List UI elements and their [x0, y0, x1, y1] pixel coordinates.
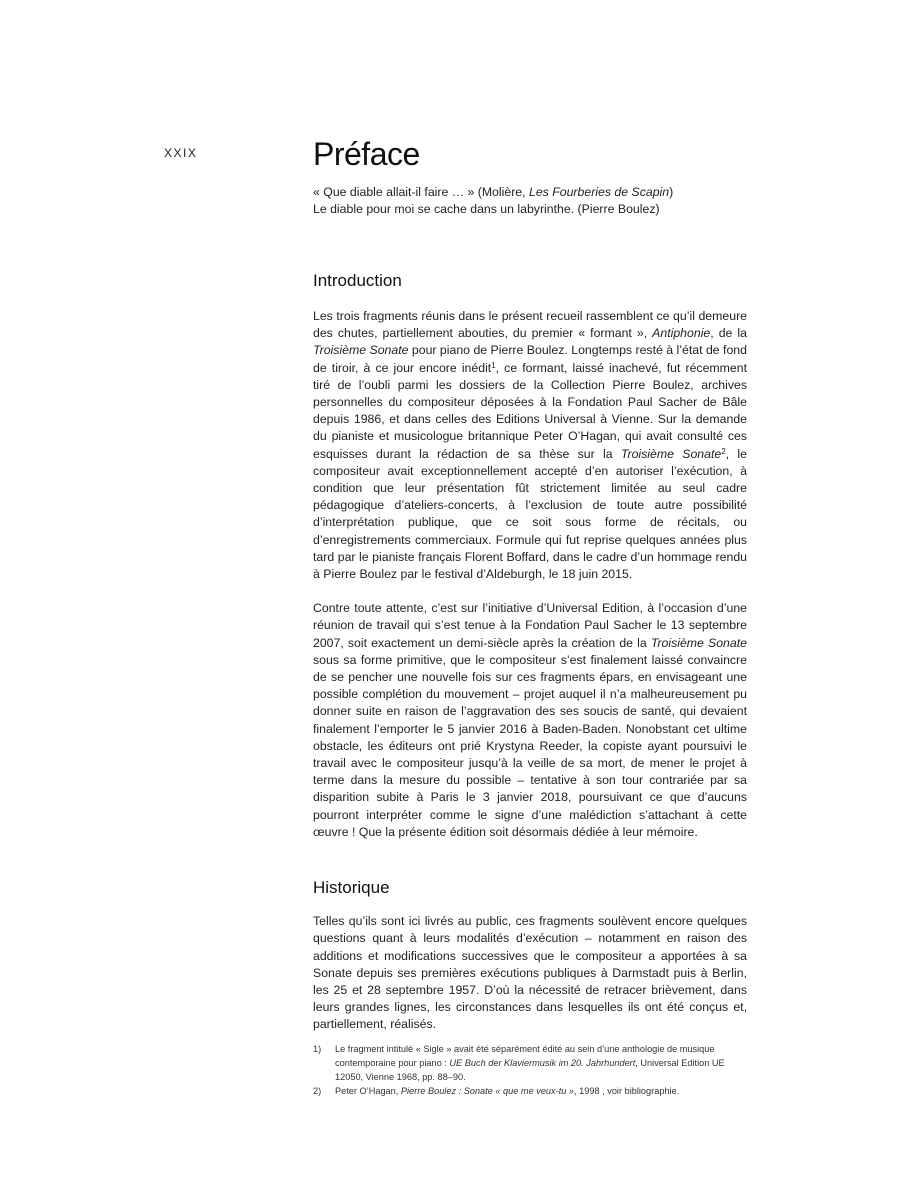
footnote-text — [335, 1042, 747, 1084]
content-column — [313, 132, 747, 1098]
text-run: , le compositeur avait exceptionnellement accepté d’en autoriser l’exécution, à condition que leur présentation fût strictement limitée au seul cadre pédagogique d’ateliers-concerts, à l’exclusion de toute autre possibilité d’interprétation publique, que ce soit sous forme de récitals, ou d’enregistrements commerciaux. Formule qui fut reprise quelques années plus tard par le pianiste français Florent Boffard, dans le cadre d’un hommage rendu à Pierre Boulez par le festival d’Aldeburgh, le 18 juin 2015. — [313, 446, 747, 582]
italic-run: Antiphonie — [652, 326, 711, 341]
historique-heading: Historique — [313, 878, 390, 898]
italic-run: Troisième Sonate — [620, 446, 722, 461]
text-run: sous sa forme primitive, que le compositeur s’est finalement laissé convaincre de se pencher une nouvelle fois sur ces fragments épars, en envisageant une possible complétion du mouvement – projet auquel il n’a malheureusement pu donner suite en raison de l’aggravation des ses soucis de santé, qui devaient finalement l’emporter le 5 janvier 2016 à Baden-Baden. Nonobstant cet ultime obstacle, les éditeurs ont prié Krystyna Reeder, la copiste ayant poursuivi le travail avec le compositeur jusqu’à la veille de sa mort, de mener le projet à terme dans la mesure du possible – tentative à son tour contrariée par sa disparition subite à Paris le 3 janvier 2018, poursuivant ce que d’aucuns pourront interpréter comme le signe d’une malédiction s’attachant à cette œuvre ! Que la présente édition soit désormais dédiée à leur mémoire. — [313, 652, 747, 839]
footnote-number: 2) — [313, 1085, 322, 1096]
historique-paragraph-1: Telles qu’ils sont ici livrés au public, ces fragments soulèvent encore quelques questions quant à leurs modalités d’exécution – notamment en raison des additions et modifications successives que le compositeur a apportées à sa Sonate depuis ses premières exécutions publiques à Darmstadt puis à Berlin, les 25 et 28 septembre 1957. D’où la nécessité de retracer brièvement, dans leurs grandes lignes, les circonstances dans lesquelles ils ont été conçus et, partiellement, réalisés. — [313, 914, 747, 1032]
epigraph-line-2: Le diable pour moi se cache dans un labyrinthe. (Pierre Boulez) — [313, 202, 660, 216]
italic-run: Troisième Sonate — [650, 635, 747, 650]
epigraph-work-title: Les Fourberies de Scapin — [528, 185, 670, 199]
footnote-text — [335, 1084, 747, 1098]
introduction-body — [313, 308, 747, 841]
italic-run: UE Buch der Klaviermusik im 20. Jahrhundert — [449, 1057, 636, 1068]
italic-run: Pierre Boulez : Sonate « que me veux-tu » — [400, 1085, 575, 1096]
footnote-ref-2: 2 — [721, 446, 726, 456]
text-run: Les trois fragments réunis dans le présent recueil rassemblent ce qu’il demeure des chutes, partiellement abouties, du premier « formant », — [313, 309, 747, 341]
text-run: pour piano de Pierre Boulez. Longtemps resté à l’état de fond de tiroir, à ce jour encore inédit — [313, 343, 747, 375]
epigraph — [313, 184, 747, 218]
footnote-1 — [313, 1042, 747, 1084]
text-run: , 1998 , voir bibliographie. — [574, 1085, 680, 1096]
text-run: , de la — [710, 326, 747, 341]
page-number: XXIX — [164, 146, 198, 160]
text-run: , Universal Edition UE 12050, Vienne 1968, pp. 88–90. — [335, 1057, 725, 1082]
text-run: Contre toute attente, c’est sur l’initiative d’Universal Edition, à l’occasion d’une réunion de travail qui s’est tenue à la Fondation Paul Sacher le 13 septembre 2007, soit exactement un demi-siècle après la création de la — [313, 601, 747, 650]
introduction-paragraph-2 — [313, 600, 747, 841]
introduction-heading: Introduction — [313, 271, 402, 290]
historique-body — [313, 913, 747, 1033]
epigraph-line-1 — [313, 184, 747, 201]
footnotes — [313, 1042, 747, 1098]
italic-run: Troisième Sonate — [313, 343, 409, 358]
page-title: Préface — [313, 136, 420, 172]
footnote-ref-1: 1 — [491, 360, 496, 370]
footnote-number: 1) — [313, 1043, 322, 1054]
footnote-2 — [313, 1084, 747, 1098]
text-run: Peter O’Hagan, — [335, 1085, 401, 1096]
epigraph-text-end: ) — [669, 185, 674, 199]
text-run: Le fragment intitulé « Sigle » avait été séparément édité au sein d’une anthologie de musique contemporaine pour piano : — [335, 1043, 715, 1068]
text-run: , ce formant, laissé inachevé, fut récemment tiré de l’oubli parmi les dossiers de la Collection Pierre Boulez, archives personnelles du compositeur déposées à la Fondation Paul Sacher de Bâle depuis 1986, et dans celles des Editions Universal à Vienne. Sur la demande du pianiste et musicologue britannique Peter O’Hagan, qui avait consulté ces esquisses durant la rédaction de sa thèse sur la — [313, 360, 747, 461]
introduction-paragraph-1 — [313, 308, 747, 583]
epigraph-text: « Que diable allait-il faire … » (Molière, — [313, 185, 529, 199]
